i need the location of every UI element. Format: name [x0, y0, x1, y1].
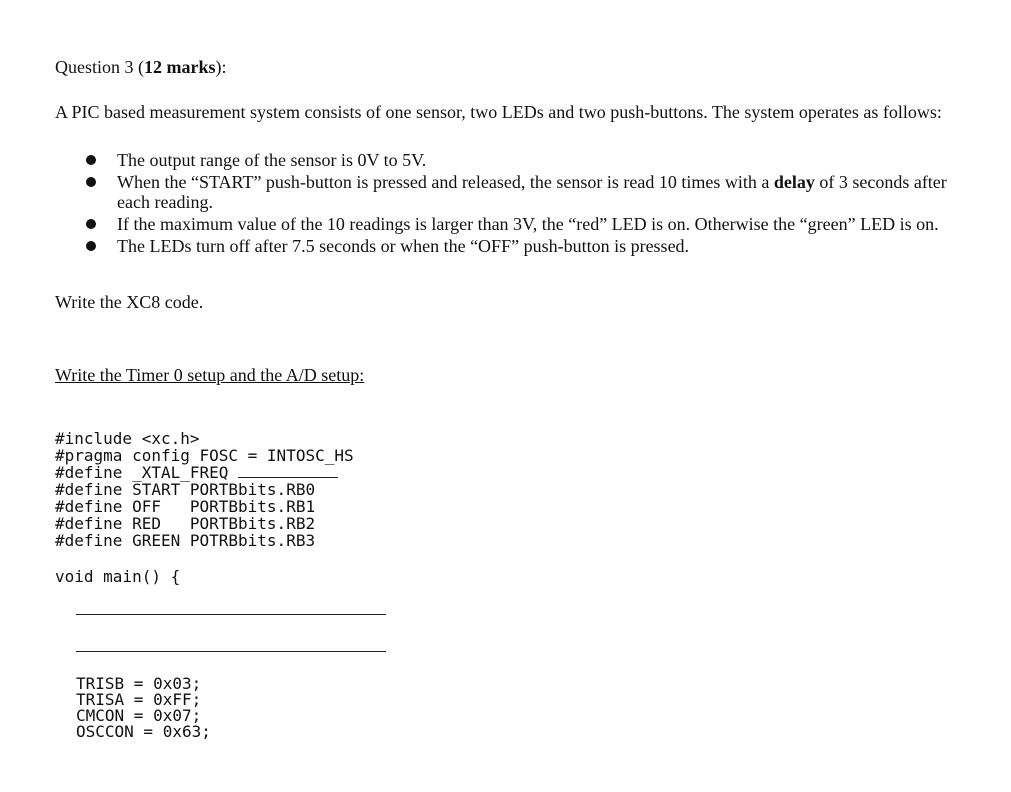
code-line-xtal [55, 464, 354, 481]
code-line: TRISA = 0xFF; [76, 690, 202, 709]
register-block [76, 676, 211, 740]
bullet-text: If the maximum value of the 10 readings is larger than 3V, the “red” LED is on. Otherwise the “green” LED is on. [117, 214, 939, 234]
list-item [86, 150, 966, 170]
code-line: #define RED PORTBbits.RB2 [55, 514, 316, 533]
setup-heading: Write the Timer 0 setup and the A/D setup: [55, 365, 365, 385]
code-line: TRISB = 0x03; [76, 674, 202, 693]
code-line: OSCCON = 0x63; [76, 722, 211, 741]
question-intro: A PIC based measurement system consists of one sensor, two LEDs and two push-buttons. The system operates as follows: [55, 102, 942, 122]
list-item [86, 172, 966, 212]
code-line: #define START PORTBbits.RB0 [55, 480, 316, 499]
bullet-icon [86, 219, 96, 229]
question-heading-end: ): [215, 57, 227, 77]
code-line: #pragma config FOSC = INTOSC_HS [55, 446, 354, 465]
bullet-icon [86, 241, 96, 251]
bullet-text-bold: delay [773, 172, 815, 192]
answer-blank[interactable] [238, 464, 338, 478]
bullet-text-post: of 3 seconds after each reading. [117, 172, 947, 212]
code-line: CMCON = 0x07; [76, 706, 202, 725]
code-line: #define GREEN POTRBbits.RB3 [55, 531, 316, 550]
bullet-icon [86, 177, 96, 187]
code-line-text: #define _XTAL_FREQ [55, 463, 239, 482]
bullet-text: The output range of the sensor is 0V to 5V. [117, 150, 427, 170]
main-function-line: void main() { [55, 567, 181, 586]
code-line: #define OFF PORTBbits.RB1 [55, 497, 316, 516]
answer-blank-2[interactable] [76, 651, 386, 652]
bullet-text: The LEDs turn off after 7.5 seconds or when the “OFF” push-button is pressed. [117, 236, 690, 256]
bullet-icon [86, 155, 96, 165]
question-marks: 12 marks [144, 57, 216, 77]
code-block [55, 430, 354, 549]
instruction-text: Write the XC8 code. [55, 292, 204, 312]
code-line: #include <xc.h> [55, 429, 200, 448]
requirements-list [86, 150, 966, 258]
list-item [86, 236, 966, 256]
question-heading [55, 57, 227, 78]
bullet-text-pre: When the “START” push-button is pressed and released, the sensor is read 10 times with a [117, 172, 774, 192]
question-heading-text: Question 3 ( [55, 57, 144, 77]
answer-blank-1[interactable] [76, 614, 386, 615]
list-item [86, 214, 966, 234]
